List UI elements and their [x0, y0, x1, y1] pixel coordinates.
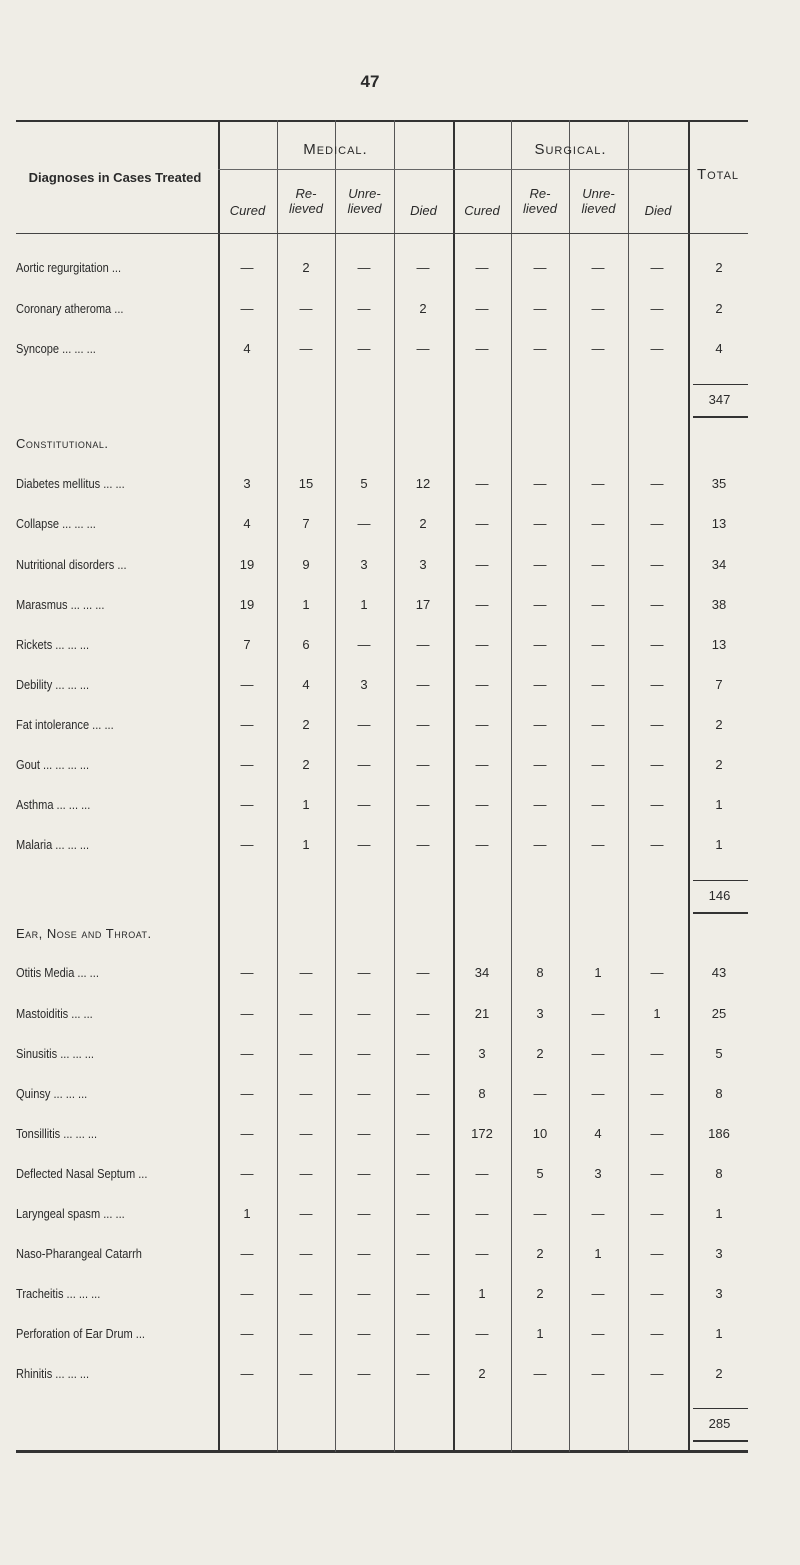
cell-surgical-died: —: [650, 1166, 664, 1181]
cell-medical-cured: —: [240, 1366, 254, 1381]
cell-surgical-relieved: 2: [536, 1046, 544, 1061]
cell-medical-relieved: —: [299, 1326, 313, 1341]
cell-medical-relieved: 7: [302, 516, 310, 531]
table-row: [16, 1166, 748, 1186]
cell-surgical-cured: 2: [478, 1366, 486, 1381]
cell-medical-cured: —: [240, 1326, 254, 1341]
cell-surgical-died: —: [650, 677, 664, 692]
cell-medical-relieved: —: [299, 341, 313, 356]
cell-surgical-died: —: [650, 717, 664, 732]
cell-total: 7: [715, 677, 723, 692]
cell-surgical-died: —: [650, 516, 664, 531]
table-row: [16, 677, 748, 697]
diagnosis-label: Asthma ... ... ...: [16, 797, 91, 812]
diagnosis-label: Rickets ... ... ...: [16, 637, 90, 652]
sub-header-relieved: Re- lieved: [523, 186, 557, 216]
cell-surgical-died: —: [650, 260, 664, 275]
top-rule: [16, 120, 748, 122]
cell-surgical-cured: 34: [474, 965, 490, 980]
cell-total: 38: [711, 597, 727, 612]
cell-total: 43: [711, 965, 727, 980]
cell-surgical-cured: —: [475, 476, 489, 491]
cell-total: 2: [715, 757, 723, 772]
cell-surgical-relieved: —: [533, 717, 547, 732]
diagnosis-label: Nutritional disorders ...: [16, 557, 127, 572]
cell-medical-unrelieved: 1: [360, 597, 368, 612]
cell-medical-relieved: —: [299, 1286, 313, 1301]
cell-surgical-cured: 21: [474, 1006, 490, 1021]
cell-medical-died: 3: [419, 557, 427, 572]
sub-header-relieved: Re- lieved: [289, 186, 323, 216]
cell-total: 186: [708, 1126, 730, 1141]
sub-header-unrelieved: Unre- lieved: [581, 186, 616, 216]
cell-surgical-cured: 172: [471, 1126, 493, 1141]
cell-medical-unrelieved: —: [357, 717, 371, 732]
medical-header: Medical.: [303, 141, 368, 158]
section-subtotal: [691, 1416, 748, 1431]
cell-total: 25: [711, 1006, 727, 1021]
section-title-constitutional: Constitutional.: [16, 436, 109, 451]
diagnosis-label: Rhinitis ... ... ...: [16, 1366, 90, 1381]
cell-surgical-relieved: —: [533, 1366, 547, 1381]
table-row: [16, 717, 748, 737]
diagnosis-label: Collapse ... ... ...: [16, 516, 96, 531]
cell-total: 1: [715, 1326, 723, 1341]
table-row: [16, 341, 748, 361]
cell-total: 13: [711, 637, 727, 652]
cell-surgical-relieved: 8: [536, 965, 544, 980]
cell-medical-died: —: [416, 1286, 430, 1301]
cell-surgical-unrelieved: —: [591, 1366, 605, 1381]
cell-medical-relieved: 2: [302, 260, 310, 275]
table-row: [16, 1006, 748, 1026]
cell-total: 13: [711, 516, 727, 531]
cell-medical-cured: —: [240, 757, 254, 772]
cell-surgical-died: —: [650, 341, 664, 356]
cell-medical-cured: —: [240, 1086, 254, 1101]
cell-surgical-unrelieved: —: [591, 757, 605, 772]
section-subtotal: [691, 888, 748, 903]
cell-surgical-unrelieved: —: [591, 797, 605, 812]
cell-medical-unrelieved: —: [357, 1126, 371, 1141]
cell-surgical-died: —: [650, 1286, 664, 1301]
cell-medical-cured: —: [240, 677, 254, 692]
cell-surgical-relieved: —: [533, 677, 547, 692]
cell-surgical-died: —: [650, 476, 664, 491]
cell-medical-unrelieved: —: [357, 341, 371, 356]
sub-header-cured: Cured: [464, 203, 500, 218]
cell-medical-died: —: [416, 1006, 430, 1021]
table-row: [16, 1286, 748, 1306]
diagnosis-label: Sinusitis ... ... ...: [16, 1046, 94, 1061]
cell-surgical-cured: —: [475, 516, 489, 531]
cell-medical-died: —: [416, 717, 430, 732]
cell-surgical-died: —: [650, 557, 664, 572]
diagnosis-label: Quinsy ... ... ...: [16, 1086, 88, 1101]
cell-surgical-died: —: [650, 1246, 664, 1261]
cell-medical-unrelieved: —: [357, 797, 371, 812]
header-group-rule: [218, 169, 688, 170]
cell-surgical-cured: —: [475, 301, 489, 316]
bottom-rule: [16, 1450, 748, 1453]
cell-medical-died: 2: [419, 301, 427, 316]
cell-medical-died: —: [416, 1206, 430, 1221]
cell-surgical-cured: —: [475, 1246, 489, 1261]
cell-surgical-unrelieved: —: [591, 1206, 605, 1221]
cell-total: 1: [715, 797, 723, 812]
cell-surgical-died: —: [650, 637, 664, 652]
cell-total: 3: [715, 1246, 723, 1261]
cell-surgical-cured: —: [475, 677, 489, 692]
cell-surgical-relieved: 2: [536, 1286, 544, 1301]
cell-surgical-relieved: —: [533, 341, 547, 356]
cell-medical-unrelieved: —: [357, 1006, 371, 1021]
diagnosis-label: Malaria ... ... ...: [16, 837, 90, 852]
diagnosis-label: Laryngeal spasm ... ...: [16, 1206, 125, 1221]
cell-medical-cured: 19: [239, 597, 255, 612]
table-row: [16, 557, 748, 577]
cell-medical-died: —: [416, 797, 430, 812]
cell-medical-died: —: [416, 1126, 430, 1141]
table-row: [16, 1246, 748, 1266]
cell-medical-relieved: —: [299, 1006, 313, 1021]
cell-total: 8: [715, 1166, 723, 1181]
cell-medical-cured: —: [240, 260, 254, 275]
cell-surgical-unrelieved: —: [591, 1086, 605, 1101]
cell-medical-unrelieved: 3: [360, 677, 368, 692]
cell-medical-relieved: 2: [302, 717, 310, 732]
cell-medical-died: 17: [415, 597, 431, 612]
subtotal-value: 146: [708, 888, 731, 903]
cell-medical-cured: —: [240, 1286, 254, 1301]
cell-surgical-relieved: —: [533, 597, 547, 612]
cell-medical-relieved: 1: [302, 797, 310, 812]
cell-medical-died: —: [416, 757, 430, 772]
cell-surgical-relieved: —: [533, 797, 547, 812]
diagnosis-label: Diabetes mellitus ... ...: [16, 476, 125, 491]
cell-surgical-unrelieved: —: [591, 677, 605, 692]
cell-medical-died: —: [416, 677, 430, 692]
diagnosis-label: Tracheitis ... ... ...: [16, 1286, 101, 1301]
cell-medical-relieved: —: [299, 1086, 313, 1101]
cell-surgical-relieved: —: [533, 516, 547, 531]
cell-medical-died: —: [416, 1366, 430, 1381]
cell-surgical-unrelieved: —: [591, 1006, 605, 1021]
cell-medical-cured: —: [240, 1246, 254, 1261]
diagnosis-label: Perforation of Ear Drum ...: [16, 1326, 145, 1341]
table-row: [16, 797, 748, 817]
cell-medical-unrelieved: —: [357, 1166, 371, 1181]
table-row: [16, 757, 748, 777]
table-row: [16, 1086, 748, 1106]
cell-medical-cured: —: [240, 1166, 254, 1181]
cell-medical-cured: —: [240, 965, 254, 980]
cell-medical-cured: 7: [243, 637, 251, 652]
sub-header-died: Died: [644, 203, 672, 218]
cell-surgical-died: —: [650, 797, 664, 812]
sub-header-cured: Cured: [229, 203, 266, 218]
cell-total: 2: [715, 301, 723, 316]
sub-header-died: Died: [410, 203, 437, 218]
cell-medical-relieved: 1: [302, 837, 310, 852]
diagnosis-label: Debility ... ... ...: [16, 677, 90, 692]
cell-total: 8: [715, 1086, 723, 1101]
cell-surgical-cured: —: [475, 557, 489, 572]
cell-medical-relieved: —: [299, 301, 313, 316]
cell-medical-unrelieved: —: [357, 1366, 371, 1381]
cell-surgical-died: —: [650, 1126, 664, 1141]
cell-medical-died: —: [416, 637, 430, 652]
diagnosis-label: Syncope ... ... ...: [16, 341, 96, 356]
cell-surgical-cured: —: [475, 341, 489, 356]
cell-surgical-unrelieved: 1: [594, 1246, 602, 1261]
cell-medical-unrelieved: 3: [360, 557, 368, 572]
cell-surgical-relieved: 5: [536, 1166, 544, 1181]
cell-surgical-relieved: —: [533, 476, 547, 491]
cell-medical-relieved: —: [299, 1206, 313, 1221]
cell-surgical-cured: —: [475, 837, 489, 852]
table-row: [16, 301, 748, 321]
table-row: [16, 1126, 748, 1146]
cell-surgical-relieved: —: [533, 260, 547, 275]
cell-surgical-unrelieved: —: [591, 516, 605, 531]
cell-medical-relieved: 1: [302, 597, 310, 612]
cell-surgical-relieved: —: [533, 837, 547, 852]
cell-surgical-relieved: 2: [536, 1246, 544, 1261]
cell-surgical-unrelieved: —: [591, 837, 605, 852]
cell-medical-cured: —: [240, 1006, 254, 1021]
cell-total: 34: [711, 557, 727, 572]
cell-surgical-died: —: [650, 837, 664, 852]
cell-medical-relieved: —: [299, 965, 313, 980]
cell-medical-died: —: [416, 260, 430, 275]
cell-total: 35: [711, 476, 727, 491]
table-row: [16, 476, 748, 496]
cell-medical-died: —: [416, 1246, 430, 1261]
diagnosis-label: Mastoiditis ... ...: [16, 1006, 93, 1021]
diagnosis-label: Otitis Media ... ...: [16, 965, 99, 980]
cell-surgical-unrelieved: 4: [594, 1126, 602, 1141]
cell-surgical-died: —: [650, 1366, 664, 1381]
cell-surgical-unrelieved: 3: [594, 1166, 602, 1181]
cell-surgical-unrelieved: —: [591, 301, 605, 316]
diagnosis-label: Naso-Pharangeal Catarrh: [16, 1246, 142, 1261]
page-number: 47: [360, 72, 380, 91]
cell-medical-died: 2: [419, 516, 427, 531]
cell-surgical-cured: —: [475, 1326, 489, 1341]
table-row: [16, 260, 748, 280]
cell-surgical-unrelieved: —: [591, 476, 605, 491]
cell-medical-relieved: —: [299, 1366, 313, 1381]
cell-medical-cured: —: [240, 1126, 254, 1141]
cell-surgical-cured: —: [475, 637, 489, 652]
cell-surgical-unrelieved: —: [591, 260, 605, 275]
cell-surgical-unrelieved: —: [591, 341, 605, 356]
cell-surgical-relieved: —: [533, 637, 547, 652]
cell-medical-relieved: —: [299, 1166, 313, 1181]
cell-total: 4: [715, 341, 723, 356]
cell-medical-unrelieved: —: [357, 1086, 371, 1101]
cell-medical-unrelieved: 5: [360, 476, 368, 491]
cell-medical-died: 12: [415, 476, 431, 491]
cell-surgical-cured: 1: [478, 1286, 486, 1301]
cell-medical-cured: 19: [239, 557, 255, 572]
cell-total: 1: [715, 837, 723, 852]
table-row: [16, 516, 748, 536]
cell-medical-cured: 4: [243, 341, 251, 356]
cell-surgical-died: —: [650, 965, 664, 980]
cell-medical-unrelieved: —: [357, 1326, 371, 1341]
subtotal-value: 347: [708, 392, 731, 407]
table-row: [16, 597, 748, 617]
diagnosis-label: Marasmus ... ... ...: [16, 597, 105, 612]
cell-medical-unrelieved: —: [357, 1206, 371, 1221]
header-bottom-rule: [16, 233, 748, 234]
diagnosis-label: Coronary atheroma ...: [16, 301, 124, 316]
cell-surgical-unrelieved: —: [591, 597, 605, 612]
cell-medical-relieved: —: [299, 1126, 313, 1141]
diagnosis-label: Fat intolerance ... ...: [16, 717, 114, 732]
cell-medical-died: —: [416, 965, 430, 980]
cell-medical-unrelieved: —: [357, 757, 371, 772]
cell-surgical-cured: —: [475, 260, 489, 275]
table-row: [16, 1046, 748, 1066]
cell-medical-unrelieved: —: [357, 637, 371, 652]
cell-surgical-cured: 8: [478, 1086, 486, 1101]
table-row: [16, 637, 748, 657]
cell-surgical-relieved: —: [533, 1086, 547, 1101]
cell-medical-died: —: [416, 1326, 430, 1341]
cell-total: 2: [715, 260, 723, 275]
cell-medical-unrelieved: —: [357, 965, 371, 980]
cell-medical-relieved: 4: [302, 677, 310, 692]
table-row: [16, 1326, 748, 1346]
cell-surgical-relieved: —: [533, 557, 547, 572]
table-row: [16, 837, 748, 857]
cell-medical-unrelieved: —: [357, 260, 371, 275]
cell-surgical-relieved: 3: [536, 1006, 544, 1021]
cell-surgical-relieved: —: [533, 757, 547, 772]
diagnosis-label: Aortic regurgitation ...: [16, 260, 122, 275]
cell-surgical-died: 1: [653, 1006, 661, 1021]
cell-surgical-unrelieved: —: [591, 1046, 605, 1061]
cell-surgical-died: —: [650, 597, 664, 612]
cell-surgical-died: —: [650, 1046, 664, 1061]
cell-medical-cured: —: [240, 301, 254, 316]
cell-surgical-died: —: [650, 1086, 664, 1101]
section-subtotal: [691, 392, 748, 407]
cell-medical-cured: 4: [243, 516, 251, 531]
cell-medical-relieved: 9: [302, 557, 310, 572]
cell-total: 3: [715, 1286, 723, 1301]
total-header: Total: [696, 166, 740, 183]
cell-medical-died: —: [416, 1046, 430, 1061]
cell-total: 2: [715, 717, 723, 732]
cell-surgical-relieved: 10: [532, 1126, 548, 1141]
surgical-header: Surgical.: [534, 141, 607, 158]
cell-surgical-relieved: —: [533, 301, 547, 316]
cell-surgical-unrelieved: 1: [594, 965, 602, 980]
cell-medical-relieved: 6: [302, 637, 310, 652]
cell-medical-died: —: [416, 1086, 430, 1101]
table-row: [16, 1206, 748, 1226]
cell-medical-unrelieved: —: [357, 1046, 371, 1061]
sub-header-unrelieved: Unre- lieved: [347, 186, 382, 216]
cell-total: 1: [715, 1206, 723, 1221]
diagnoses-header: Diagnoses in Cases Treated: [28, 170, 202, 185]
cell-surgical-cured: —: [475, 1166, 489, 1181]
cell-medical-unrelieved: —: [357, 1286, 371, 1301]
statistics-table: [16, 120, 748, 1452]
cell-surgical-cured: —: [475, 717, 489, 732]
diagnosis-label: Deflected Nasal Septum ...: [16, 1166, 148, 1181]
cell-medical-relieved: 2: [302, 757, 310, 772]
cell-surgical-unrelieved: —: [591, 717, 605, 732]
cell-surgical-cured: —: [475, 1206, 489, 1221]
cell-surgical-cured: —: [475, 797, 489, 812]
cell-surgical-cured: —: [475, 597, 489, 612]
cell-total: 5: [715, 1046, 723, 1061]
table-row: [16, 1366, 748, 1386]
cell-surgical-relieved: 1: [536, 1326, 544, 1341]
cell-surgical-died: —: [650, 1326, 664, 1341]
cell-surgical-died: —: [650, 1206, 664, 1221]
cell-surgical-cured: 3: [478, 1046, 486, 1061]
cell-medical-died: —: [416, 1166, 430, 1181]
cell-medical-unrelieved: —: [357, 837, 371, 852]
cell-total: 2: [715, 1366, 723, 1381]
cell-medical-unrelieved: —: [357, 516, 371, 531]
cell-medical-relieved: 15: [298, 476, 314, 491]
cell-surgical-unrelieved: —: [591, 1326, 605, 1341]
cell-medical-unrelieved: —: [357, 301, 371, 316]
cell-medical-died: —: [416, 341, 430, 356]
cell-surgical-unrelieved: —: [591, 557, 605, 572]
diagnosis-label: Tonsillitis ... ... ...: [16, 1126, 98, 1141]
cell-surgical-died: —: [650, 757, 664, 772]
diagnosis-label: Gout ... ... ... ...: [16, 757, 90, 772]
cell-surgical-relieved: —: [533, 1206, 547, 1221]
section-title-ear-nose-throat: Ear, Nose and Throat.: [16, 926, 152, 941]
cell-medical-cured: 1: [243, 1206, 251, 1221]
cell-surgical-unrelieved: —: [591, 1286, 605, 1301]
cell-medical-cured: 3: [243, 476, 251, 491]
cell-medical-cured: —: [240, 1046, 254, 1061]
cell-medical-died: —: [416, 837, 430, 852]
cell-surgical-unrelieved: —: [591, 637, 605, 652]
cell-surgical-cured: —: [475, 757, 489, 772]
cell-medical-cured: —: [240, 837, 254, 852]
cell-medical-relieved: —: [299, 1246, 313, 1261]
cell-medical-relieved: —: [299, 1046, 313, 1061]
cell-medical-cured: —: [240, 797, 254, 812]
subtotal-value: 285: [708, 1416, 731, 1431]
cell-medical-cured: —: [240, 717, 254, 732]
cell-medical-unrelieved: —: [357, 1246, 371, 1261]
cell-surgical-died: —: [650, 301, 664, 316]
table-row: [16, 965, 748, 985]
